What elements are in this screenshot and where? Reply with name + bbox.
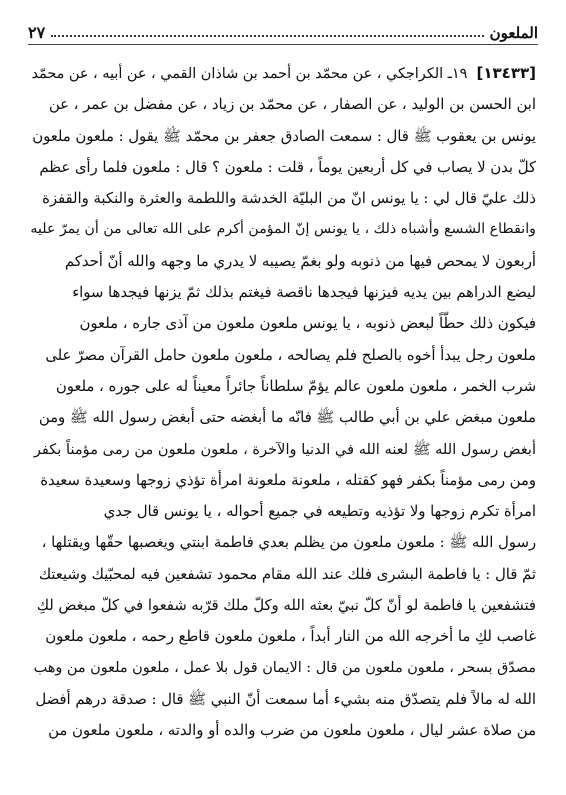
text-line-15: امرأة تكرم زوجها ولا تؤذيه وتطيعه في جميع أحواله ، يا يونس قال جدي xyxy=(103,503,536,521)
text-line-3: يونس بن يعقوب ﷺ قال : سمعت الصادق جعفر بن محمّد ﷺ يقول : ملعون ملعون xyxy=(32,127,536,145)
page-number: ٢٧ xyxy=(28,23,46,42)
text-line-19: غاصب لكِ ما أخرجه الله من النار أبداً ، ملعون ملعون قاطع رحمه ، ملعون ملعون xyxy=(45,628,536,646)
running-header xyxy=(28,18,538,45)
text-line-13: أبغض رسول الله ﷺ لعنه الله في الدنيا والآخرة ، ملعون ملعون من رمى مؤمناً بكفر xyxy=(33,440,536,458)
text-line-8: ليضع الدراهم بين يديه فيزنها فيجدها ناقصة فيغتم بذلك ثمّ يزنها فيجدها سواء xyxy=(72,284,536,302)
running-title: الملعون xyxy=(489,24,538,42)
text-line-22: من صلاة عشر ليال ، ملعون ملعون من ضرب والده أو والدته ، ملعون ملعون من xyxy=(48,722,536,740)
text-line-9: فيكون ذلك حطّاً لبعض ذنوبه ، يا يونس ملعون ملعون من آذى جاره ، ملعون xyxy=(79,315,536,333)
text-line-7: أربعون لا يمحص فيها من ذنوبه ولو بغمّ يصيبه لا يدري ما وجهه والله أنّ أحدكم xyxy=(64,252,536,270)
text-line-18: فتشفعين يا فاطمة لو أنّ كلّ نبيّ بعثه الله وكلّ ملك قرّبه شفعوا في كلّ مبغض لكِ xyxy=(36,597,536,615)
leader-dots xyxy=(51,35,483,37)
text-line-14: ومن رمى مؤمناً بكفر فهو كقتله ، ملعونة ملعونة امرأة تؤذي زوجها وسعيدة سعيدة xyxy=(40,471,536,489)
text-line-20: مصدّق بسحر ، ملعون ملعون من قال : الايمان قول بلا عمل ، ملعون ملعون من وهب xyxy=(33,659,536,676)
text-line-2: ابن الحسن بن الوليد ، عن الصفار ، عن محمّد بن زياد ، عن مفضل بن عمر ، عن xyxy=(48,96,536,114)
text-line-21: الله له مالاً فلم يتصدّق منه بشيء أما سمعت أنّ النبي ﷺ قال : صدقة درهم أفضل xyxy=(35,690,536,708)
text-line-1 xyxy=(30,58,536,89)
text-line-10: ملعون رجل يبدأ أخوه بالصلح فلم يصالحه ، ملعون ملعون حامل القرآن مصرّ على xyxy=(45,346,536,364)
text-line-6: وانقطاع الشسع وأشباه ذلك ، يا يونس إنّ المؤمن أكرم على الله تعالى من أن يمرّ عليه xyxy=(30,221,536,238)
hadith-reference-number: [١٣٤٣٣] xyxy=(476,64,536,82)
text-line-4: كلّ بدن لا يصاب في كل أربعين يوماً ، قلت : ملعون ؟ قال : ملعون فلما رأى عظم xyxy=(39,158,536,176)
text-line-12: ملعون مبغض علي بن أبي طالب ﷺ فانّه ما أبغضه حتى أبغض رسول الله ﷺ ومن xyxy=(38,409,536,427)
text-line-5: ذلك عليّ قال لي : يا يونس انّ من البليّة الخدشة واللطمة والعثرة والنكبة والقفزة xyxy=(42,190,536,208)
hadith-text xyxy=(30,58,536,747)
text-line-17: ثمّ قال : يا فاطمة البشرى فلك عند الله مقام محمود تشفعين فيه لمحبّيك وشيعتك xyxy=(38,565,536,583)
text-line-11: شرب الخمر ، ملعون ملعون عالم يؤمّ سلطاناً جائراً معيناً له على جوره ، ملعون xyxy=(55,377,536,395)
text-line-16: رسول الله ﷺ : ملعون ملعون من يظلم بعدي فاطمة ابنتي ويغصبها حقّها ويقتلها ، xyxy=(41,534,536,552)
line-text: ١٩ـ الكراجكي ، عن محمّد بن أحمد بن شاذان القمي ، عن أبيه ، عن محمّد xyxy=(31,66,468,82)
